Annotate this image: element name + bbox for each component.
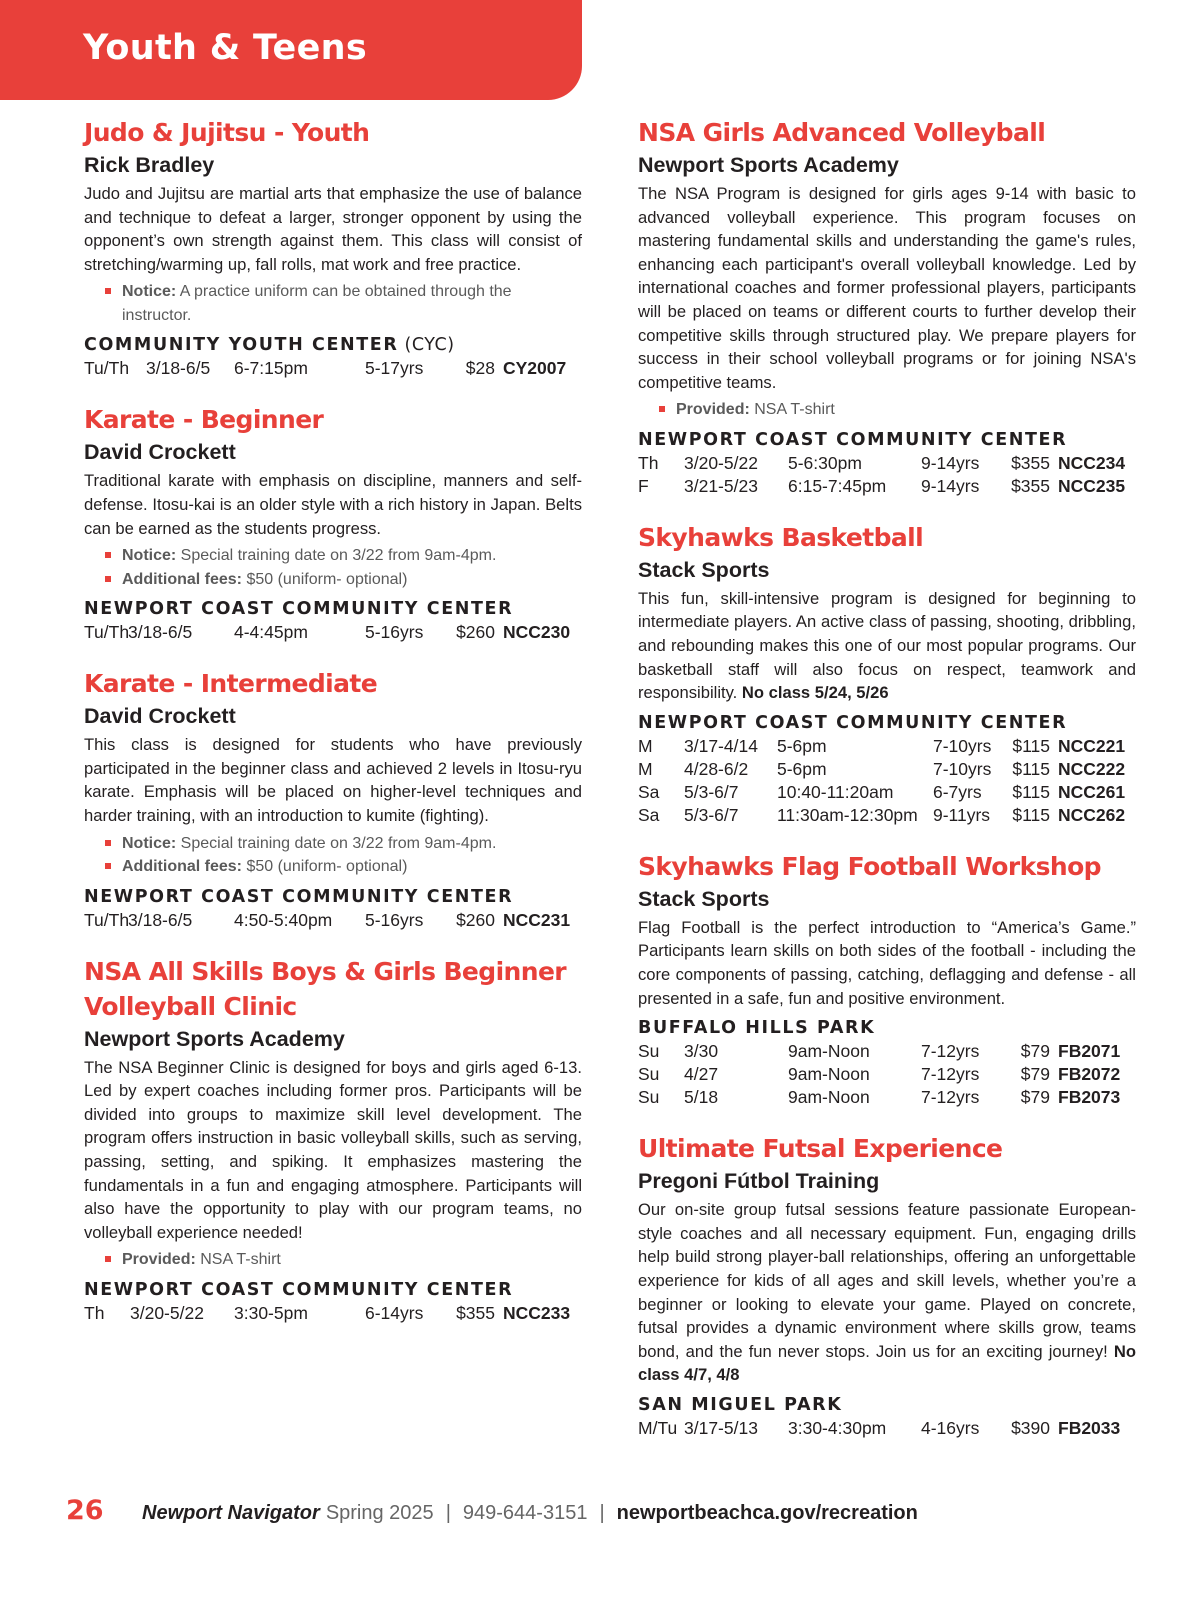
note-item: Provided: NSA T-shirt: [638, 398, 1136, 422]
session-row: Tu/Th 3/18-6/5 6-7:15pm 5-17yrs $28 CY2007: [84, 358, 567, 379]
course-karate-beginner: [84, 402, 582, 644]
course-description: Our on-site group futsal sessions feature passionate European-style coaches and all necessary equipment. Fun, engaging drills help build strong player-ball relationships, offering an unforgettable experience for kids of all ages and skill levels, whether you’re a beginner or looking to elevate your game. Played on concrete, futsal provides a dynamic environment where skills grow, teams bond, and the fun never stops. Join us for an exciting journey! No class 4/7, 4/8: [638, 1200, 1136, 1385]
course-notes: [638, 398, 1136, 422]
session-row: Su 4/27 9am-Noon 7-12yrs $79 FB2072: [638, 1064, 1121, 1085]
course-description: This fun, skill-intensive program is designed for beginning to intermediate players. An active class of passing, shooting, dribbling, and rebounding makes this one of our most popular programs. Our basketball staff will also focus on respect, teamwork and responsibility. No class 5/24, 5/26: [638, 588, 1136, 703]
course-description: This class is designed for students who have previously participated in the beginner class and achieved 2 levels in Itosu-ryu karate. Emphasis will be placed on higher-level techniques and harder training, with an introduction to kumite (fighting).: [84, 735, 582, 825]
no-class-note: No class 4/7, 4/8: [638, 1341, 1136, 1385]
section-title: Youth & Teens: [83, 28, 367, 68]
course-nsa-girls-advanced-volleyball: [638, 115, 1136, 498]
note-item: Provided: NSA T-shirt: [84, 1248, 582, 1272]
course-instructor: Stack Sports: [638, 886, 770, 911]
session-row: M 4/28-6/2 5-6pm 7-10yrs $115 NCC222: [638, 758, 1126, 779]
course-code: FB2071: [1058, 1041, 1121, 1062]
course-venue: NEWPORT COAST COMMUNITY CENTER: [84, 886, 514, 907]
course-code: NCC235: [1058, 475, 1126, 496]
season-label: Spring 2025: [325, 1502, 434, 1524]
right-column: [638, 115, 1136, 1462]
bullet-icon: [105, 1256, 111, 1262]
course-code: NCC221: [1058, 735, 1126, 756]
course-karate-intermediate: [84, 666, 582, 931]
session-row: Th 3/20-5/22 3:30-5pm 6-14yrs $355 NCC233: [84, 1302, 571, 1323]
course-ultimate-futsal: [638, 1131, 1136, 1440]
course-description: The NSA Beginner Clinic is designed for boys and girls aged 6-13. Led by expert coaches including former pros. Participants will be divided into groups to maximize skill level development. The program offers instruction in basic volleyball skills, such as serving, passing, setting, and spiking. It emphasizes mastering the fundamentals in a fun and engaging atmosphere. Participants will also have the opportunity to play with our program teams, no volleyball experience needed!: [84, 1057, 582, 1242]
course-notes: [84, 544, 582, 591]
page-footer: [66, 1495, 918, 1526]
session-row: Tu/Th 3/18-6/5 4:50-5:40pm 5-16yrs $260 NCC231: [84, 909, 571, 930]
session-row: Th 3/20-5/22 5-6:30pm 9-14yrs $355 NCC234: [638, 452, 1126, 473]
course-venue: NEWPORT COAST COMMUNITY CENTER: [84, 1279, 514, 1300]
course-code: NCC262: [1058, 804, 1126, 825]
course-nsa-beginner-volleyball-clinic: [84, 954, 582, 1325]
footer-separator: |: [599, 1502, 605, 1524]
page-number: 26: [66, 1495, 104, 1526]
course-description: Judo and Jujitsu are martial arts that emphasize the use of balance and technique to defeat a larger, stronger opponent by using the opponent’s own strength against them. This class will consist of stretching/warming up, fall rolls, mat work and free practice.: [84, 184, 582, 274]
session-row: Sa 5/3-6/7 10:40-11:20am 6-7yrs $115 NCC261: [638, 781, 1126, 802]
no-class-note: No class 5/24, 5/26: [737, 683, 889, 703]
course-instructor: Pregoni Fútbol Training: [638, 1169, 880, 1194]
course-venue: NEWPORT COAST COMMUNITY CENTER: [84, 599, 514, 620]
course-skyhawks-basketball: [638, 520, 1136, 827]
course-notes: [84, 832, 582, 879]
note-item: Notice: A practice uniform can be obtained through the instructor.: [84, 280, 582, 327]
course-venue: NEWPORT COAST COMMUNITY CENTER: [638, 712, 1068, 733]
course-judo-jujitsu-youth: [84, 115, 582, 380]
course-instructor: David Crockett: [84, 440, 236, 465]
session-row: Su 3/30 9am-Noon 7-12yrs $79 FB2071: [638, 1041, 1121, 1062]
course-instructor: Stack Sports: [638, 557, 770, 582]
course-code: FB2033: [1058, 1417, 1121, 1438]
session-row: M 3/17-4/14 5-6pm 7-10yrs $115 NCC221: [638, 735, 1126, 756]
course-code: CY2007: [503, 358, 567, 379]
course-venue: SAN MIGUEL PARK: [638, 1394, 843, 1415]
session-row: Sa 5/3-6/7 11:30am-12:30pm 9-11yrs $115 NCC262: [638, 804, 1126, 825]
website-url: newportbeachca.gov/recreation: [616, 1502, 918, 1524]
note-item: Additional fees: $50 (uniform- optional): [84, 568, 582, 592]
session-row: F 3/21-5/23 6:15-7:45pm 9-14yrs $355 NCC235: [638, 475, 1126, 496]
course-title: Ultimate Futsal Experience: [638, 1134, 1003, 1164]
course-venue: NEWPORT COAST COMMUNITY CENTER: [638, 429, 1068, 450]
session-row: Tu/Th 3/18-6/5 4-4:45pm 5-16yrs $260 NCC230: [84, 622, 571, 643]
bullet-icon: [659, 406, 665, 412]
bullet-icon: [105, 840, 111, 846]
course-code: FB2072: [1058, 1064, 1121, 1085]
course-title: NSA Girls Advanced Volleyball: [638, 118, 1046, 147]
phone-number: 949-644-3151: [462, 1502, 588, 1524]
session-row: M/Tu 3/17-5/13 3:30-4:30pm 4-16yrs $390 FB2033: [638, 1417, 1121, 1438]
course-title: Karate - Intermediate: [84, 669, 378, 699]
course-instructor: David Crockett: [84, 704, 236, 729]
course-code: NCC261: [1058, 781, 1126, 802]
section-banner: [0, 0, 582, 100]
course-description: Traditional karate with emphasis on discipline, manners and self-defense. Itosu-kai is an older style with a rich history in Japan. Belts can be earned as the students progress.: [84, 471, 582, 538]
course-instructor: Rick Bradley: [84, 153, 215, 177]
bullet-icon: [105, 576, 111, 582]
bullet-icon: [105, 288, 111, 294]
bullet-icon: [105, 552, 111, 558]
course-code: FB2073: [1058, 1087, 1121, 1108]
course-code: NCC230: [503, 622, 571, 643]
footer-separator: |: [445, 1502, 451, 1524]
course-notes: [84, 280, 582, 327]
course-title: Judo & Jujitsu - Youth: [84, 118, 370, 147]
course-skyhawks-flag-football: [638, 849, 1136, 1109]
course-title: Skyhawks Flag Football Workshop: [638, 851, 1101, 881]
left-column: [84, 115, 582, 1347]
course-title: Skyhawks Basketball: [638, 522, 924, 552]
course-venue: BUFFALO HILLS PARK: [638, 1018, 876, 1039]
note-item: Additional fees: $50 (uniform- optional): [84, 855, 582, 879]
course-code: NCC222: [1058, 758, 1126, 779]
session-row: Su 5/18 9am-Noon 7-12yrs $79 FB2073: [638, 1087, 1121, 1108]
course-notes: [84, 1248, 582, 1272]
course-title: NSA All Skills Boys & Girls Beginner Volleyball Clinic: [84, 956, 567, 1021]
course-code: NCC233: [503, 1302, 571, 1323]
note-item: Notice: Special training date on 3/22 from 9am-4pm.: [84, 832, 582, 856]
course-instructor: Newport Sports Academy: [638, 153, 899, 177]
course-description: The NSA Program is designed for girls ages 9-14 with basic to advanced volleyball experience. This program focuses on mastering fundamental skills and understanding the game's rules, enhancing each participant's overall volleyball knowledge. Led by international coaches and former professional players, participants will be placed on teams or different courts to further develop their competitive skills through structured play. We prepare players for success in their school volleyball programs or for joining NSA's competitive teams.: [638, 184, 1136, 392]
course-description: Flag Football is the perfect introduction to “America’s Game.” Participants learn skills on both sides of the football - including the core components of passing, catching, deflagging and defense - all presented in a safe, fun and positive environment.: [638, 917, 1136, 1008]
note-item: Notice: Special training date on 3/22 from 9am-4pm.: [84, 544, 582, 568]
course-title: Karate - Beginner: [84, 405, 324, 435]
bullet-icon: [105, 863, 111, 869]
publication-name: Newport Navigator: [142, 1502, 320, 1524]
course-code: NCC231: [503, 909, 571, 930]
course-venue: COMMUNITY YOUTH CENTER (CYC): [84, 335, 455, 356]
course-code: NCC234: [1058, 452, 1126, 473]
course-instructor: Newport Sports Academy: [84, 1026, 345, 1051]
